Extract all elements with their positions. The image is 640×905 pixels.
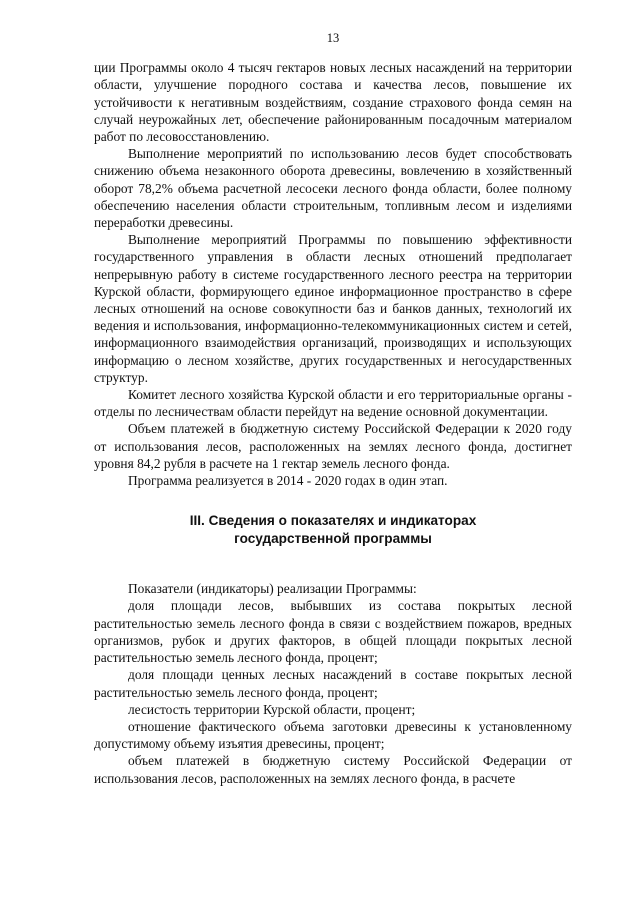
paragraph: Выполнение мероприятий по использованию лесов будет способствовать снижению объема незаконного оборота древесины, вовлечению в хозяйственный оборот 78,2% объема расчетной лесосеки лесного фонда области, более полному обеспечению населения области строительным, топливным лесом и изделиями переработки древесины. (94, 146, 572, 231)
paragraph: Показатели (индикаторы) реализации Программы: (128, 581, 417, 597)
paragraph: Программа реализуется в 2014 - 2020 годах в один этап. (128, 473, 448, 489)
list-item: объем платежей в бюджетную систему Российской Федерации от использования лесов, расположенных на землях лесного фонда, в расчете (94, 753, 572, 786)
list-item: доля площади лесов, выбывших из состава покрытых лесной растительностью земель лесного фонда в связи с воздействием пожаров, вредных организмов, рубок и других факторов, в общей площади покрытых лесной растительностью земель лесного фонда, процент; (94, 598, 572, 666)
list-item: лесистость территории Курской области, процент; (128, 701, 416, 717)
paragraph: Объем платежей в бюджетную систему Российской Федерации к 2020 году от использования лесов, расположенных на землях лесного фонда, достигнет уровня 84,2 рубля в расчете на 1 гектар земель лесного фонда. (94, 421, 572, 471)
paragraph: ции Программы около 4 тысяч гектаров новых лесных насаждений на территории области, улучшение породного состава и качества лесов, повышение их устойчивости к негативным воздействиям, создание страхового фонда семян на случай неурожайных лет, обеспечение районированным посадочным материалом работ по лесовосстановлению. (94, 60, 572, 145)
paragraph: Выполнение мероприятий Программы по повышению эффективности государственного управления в области лесных отношений предполагает непрерывную работу в системе государственного лесного реестра на территории Курской области, формирующего единое информационное пространство в сфере лесных отношений на основе совокупности баз и банков данных, технологий их ведения и использования, информационно-телекоммуникационных систем и сетей, информационного взаимодействия организаций, производящих и использующих информацию о лесном хозяйстве, других государственных и негосударственных структур. (94, 232, 572, 385)
list-item: доля площади ценных лесных насаждений в составе покрытых лесной растительностью земель лесного фонда, процент; (94, 667, 572, 700)
intro-text (94, 59, 572, 489)
section-heading (94, 512, 572, 547)
page-number: 13 (326, 31, 340, 45)
list-item: отношение фактического объема заготовки древесины к установленному допустимому объему изъятия древесины, процент; (94, 718, 572, 752)
section-heading-line-1: III. Сведения о показателях и индикаторах (189, 513, 477, 529)
indicator-list (94, 580, 572, 786)
paragraph: Комитет лесного хозяйства Курской области и его территориальные органы - отделы по лесничествам области перейдут на ведение основной документации. (94, 387, 572, 420)
section-heading-line-2: государственной программы (234, 530, 432, 546)
